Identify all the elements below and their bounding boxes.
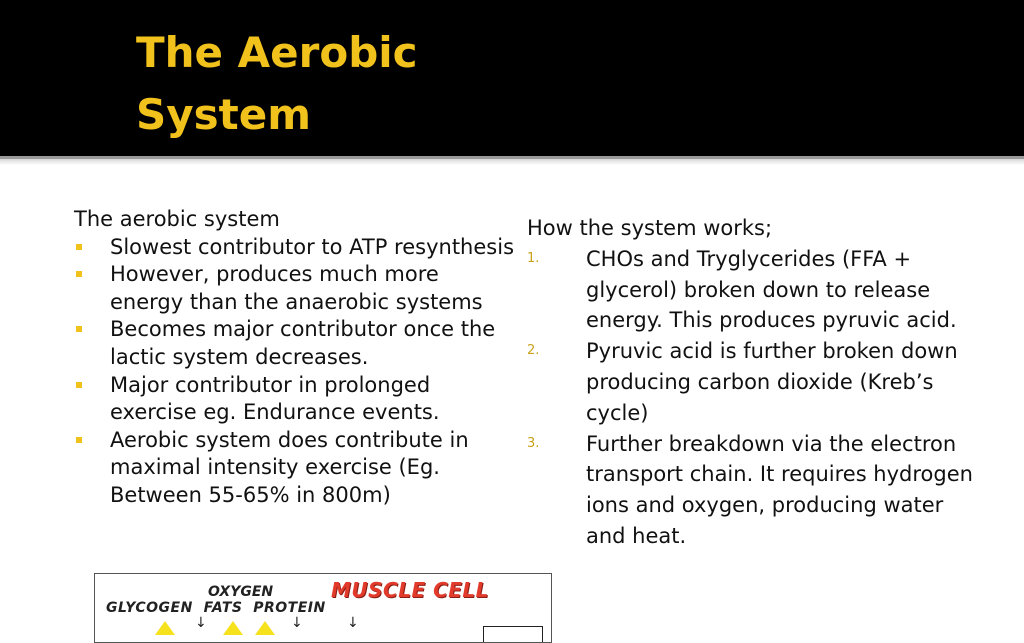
- step-number: 1.: [527, 250, 540, 266]
- numbered-list: [527, 244, 987, 552]
- bullet-text: However, produces much more energy than the anaerobic systems: [110, 262, 483, 314]
- slide-title: [136, 22, 418, 146]
- energy-burst-icon: [223, 621, 243, 635]
- diagram-box: [483, 626, 543, 643]
- step-text: Pyruvic acid is further broken down producing carbon dioxide (Kreb’s cycle): [586, 339, 958, 425]
- bullet-item: [74, 261, 514, 316]
- down-arrow-icon: ↓: [347, 615, 359, 631]
- numbered-item: [527, 244, 987, 336]
- bullet-item: [74, 234, 514, 262]
- step-text: Further breakdown via the electron transport chain. It requires hydrogen ions and oxygen, producing water and heat.: [586, 431, 973, 548]
- oxygen-label: OXYGEN: [208, 584, 274, 600]
- step-number: 3.: [527, 435, 540, 451]
- bullet-text: Becomes major contributor once the lactic system decreases.: [110, 317, 496, 369]
- muscle-cell-label: MUSCLE CELL: [331, 578, 489, 602]
- bullet-item: [74, 372, 514, 427]
- bullet-item: [74, 427, 514, 510]
- energy-burst-icon: [155, 621, 175, 635]
- numbered-item: [527, 336, 987, 428]
- bullet-text: Aerobic system does contribute in maximal intensity exercise (Eg. Between 55-65% in 800m): [110, 427, 469, 507]
- title-line-2: System: [136, 90, 311, 139]
- square-bullet-icon: [76, 244, 82, 250]
- square-bullet-icon: [76, 271, 82, 277]
- down-arrow-icon: ↓: [195, 615, 207, 631]
- fuels-label: GLYCOGEN FATS PROTEIN: [106, 600, 326, 616]
- step-number: 2.: [527, 343, 540, 359]
- bullet-list: [74, 234, 514, 510]
- left-heading: The aerobic system: [74, 207, 280, 231]
- right-heading: How the system works;: [527, 216, 773, 240]
- energy-burst-icon: [255, 621, 275, 635]
- square-bullet-icon: [76, 437, 82, 443]
- title-bar: [0, 0, 1024, 156]
- bullet-text: Major contributor in prolonged exercise eg. Endurance events.: [110, 372, 440, 425]
- title-line-1: The Aerobic: [136, 28, 418, 77]
- square-bullet-icon: [76, 326, 82, 332]
- left-column: [74, 206, 514, 510]
- bullet-item: [74, 316, 514, 371]
- step-text: CHOs and Tryglycerides (FFA + glycerol) broken down to release energy. This produces pyruvic acid.: [586, 246, 957, 333]
- muscle-cell-diagram: [94, 573, 552, 643]
- numbered-item: [527, 429, 987, 552]
- down-arrow-icon: ↓: [291, 615, 303, 631]
- square-bullet-icon: [76, 382, 82, 388]
- bullet-text: Slowest contributor to ATP resynthesis: [110, 234, 515, 259]
- right-column: [527, 213, 987, 552]
- title-divider-shadow: [0, 159, 1024, 165]
